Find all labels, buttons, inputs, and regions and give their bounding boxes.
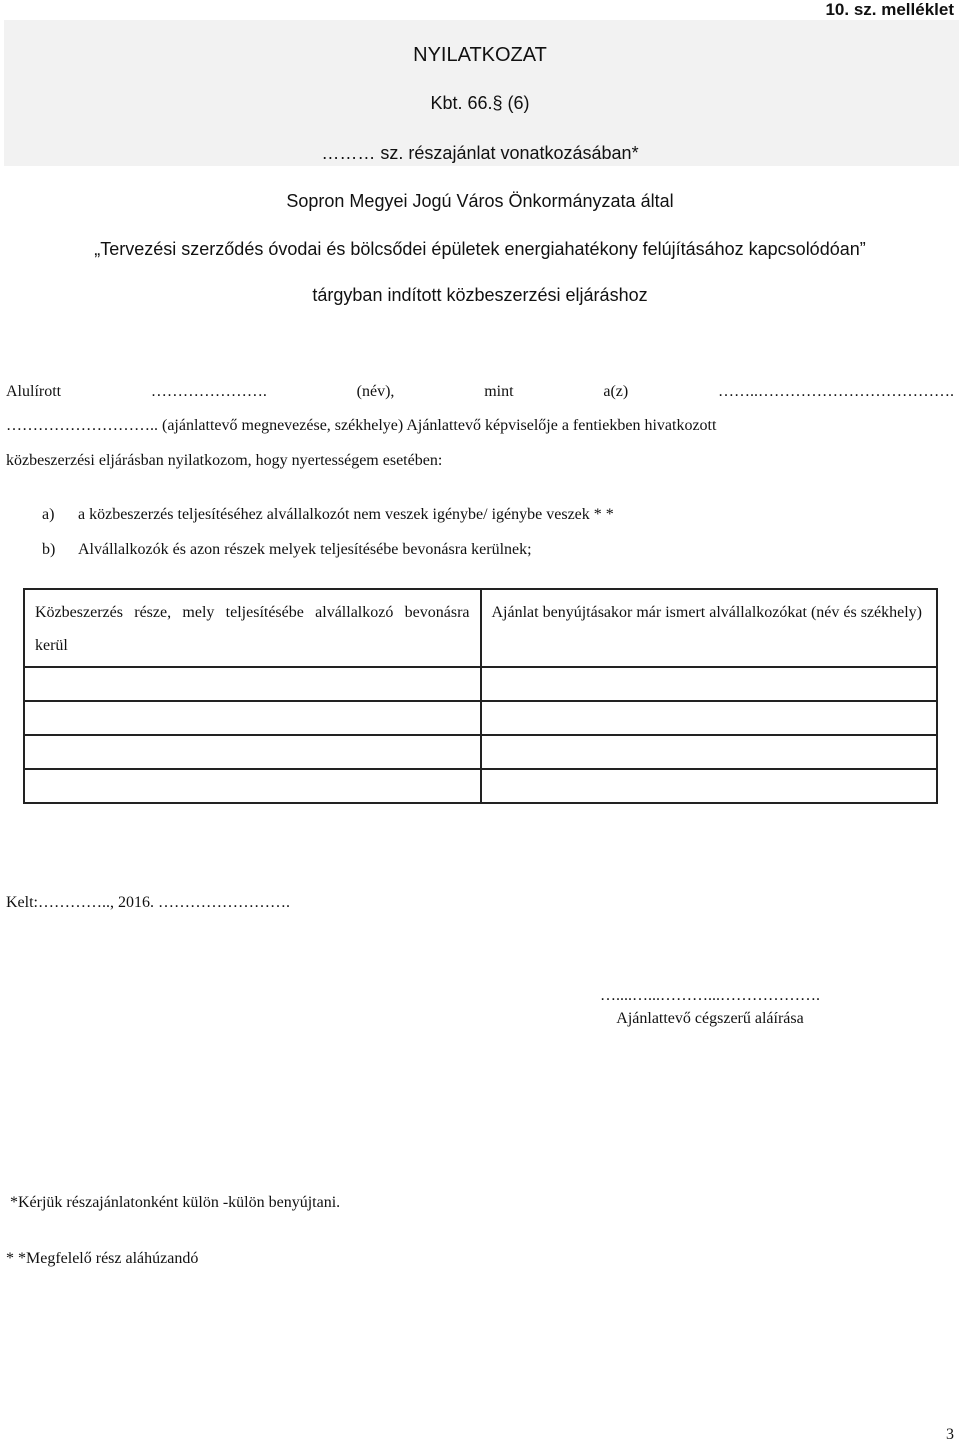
table-cell[interactable] [24, 769, 481, 803]
table-header-cell [481, 589, 938, 667]
declaration-word: mint [484, 383, 514, 400]
declaration-line-3: közbeszerzési eljárásban nyilatkozom, hogy nyertességem esetében: [6, 452, 443, 469]
item-marker-a: a) [42, 506, 55, 523]
declaration-line-2: ……………………….. (ajánlattevő megnevezése, székhelye) Ajánlattevő képviselője a fentiekben hivatkozott [6, 417, 717, 434]
declaration-word: Alulírott [6, 383, 62, 400]
part-offer-line: ……… sz. részajánlat vonatkozásában* [321, 143, 639, 163]
item-marker-b: b) [42, 541, 56, 558]
issuer-line: Sopron Megyei Jogú Város Önkormányzata által [286, 191, 674, 211]
table-header-cell [24, 589, 481, 667]
subcontractor-table [23, 588, 938, 804]
footnote-1: *Kérjük részajánlatonként külön -külön benyújtani. [10, 1194, 341, 1211]
col1-header: Közbeszerzés része, mely teljesítésébe alvállalkozó bevonásra kerül [35, 604, 470, 654]
table-row [24, 769, 937, 803]
table-header-row [24, 589, 937, 667]
signature-dots: …....…...………...………………. [600, 987, 820, 1004]
procedure-line: tárgyban indított közbeszerzési eljáráshoz [312, 285, 648, 305]
annex-label: 10. sz. melléklet [825, 0, 954, 19]
date-line: Kelt:………….., 2016. ……………………. [6, 894, 290, 911]
table-row [24, 667, 937, 701]
item-text-a: a közbeszerzés teljesítéséhez alvállalkozót nem veszek igénybe/ igénybe veszek * * [78, 506, 614, 523]
table-cell[interactable] [481, 701, 938, 735]
table-row [24, 701, 937, 735]
law-reference: Kbt. 66.§ (6) [430, 93, 530, 113]
declaration-line-1 [6, 383, 954, 401]
table-cell[interactable] [24, 701, 481, 735]
table-cell[interactable] [24, 667, 481, 701]
item-text-b: Alvállalkozók és azon részek melyek teljesítésébe bevonásra kerülnek; [78, 541, 532, 558]
declaration-word: ……..………………………………. [717, 383, 954, 400]
declaration-word: a(z) [603, 383, 629, 400]
declaration-word: (név), [356, 383, 395, 400]
table-cell[interactable] [24, 735, 481, 769]
col2-header: Ajánlat benyújtásakor már ismert alvállalkozókat (név és székhely) [491, 604, 923, 621]
footnote-2: * *Megfelelő rész aláhúzandó [6, 1250, 199, 1267]
subject-line: „Tervezési szerződés óvodai és bölcsődei épületek energiahatékony felújításához kapcsolódóan” [94, 239, 866, 259]
table-cell[interactable] [481, 667, 938, 701]
declaration-word: …………………. [150, 383, 267, 400]
table-cell[interactable] [481, 735, 938, 769]
page-number: 3 [946, 1426, 954, 1443]
signature-label: Ajánlattevő cégszerű aláírása [616, 1010, 804, 1027]
table-cell[interactable] [481, 769, 938, 803]
document-title: NYILATKOZAT [413, 44, 547, 66]
table-row [24, 735, 937, 769]
